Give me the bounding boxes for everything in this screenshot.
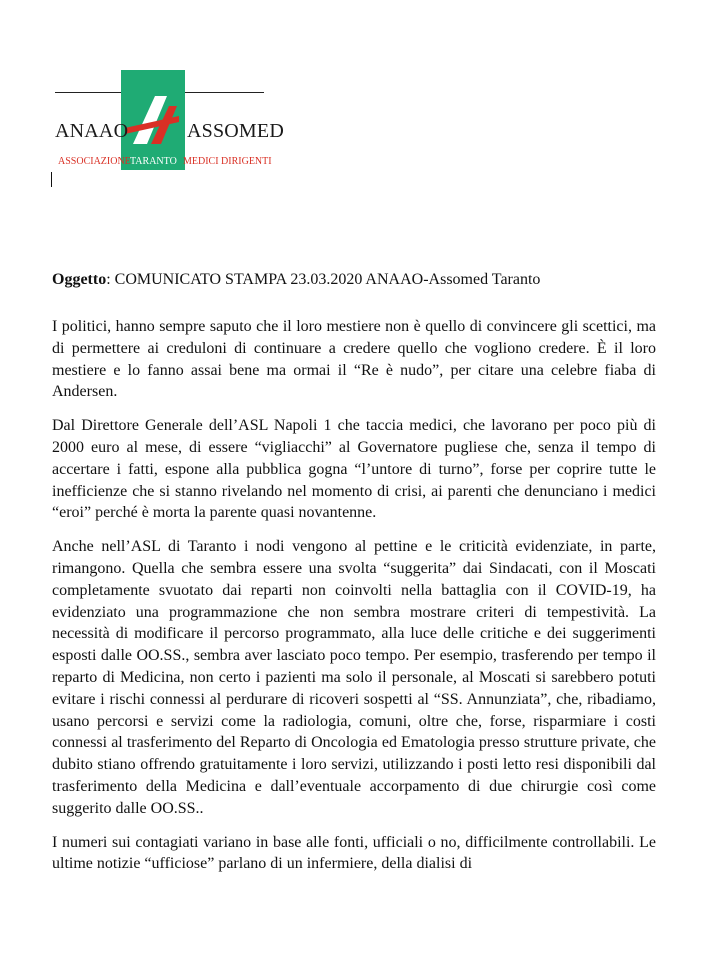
logo-sub-medici-dirigenti: MEDICI DIRIGENTI: [183, 156, 272, 167]
logo-sub-associazione: ASSOCIAZIONE: [58, 156, 131, 167]
logo-word-anaao: ANAAO: [55, 120, 129, 142]
letterhead-logo: [0, 0, 702, 200]
logo-rule-right: [185, 92, 264, 93]
paragraph-4: I numeri sui contagiati variano in base alle fonti, ufficiali o no, difficilmente controllabili. Le ultime notizie “ufficiose” parlano di un infermiere, della dialisi di: [52, 833, 656, 873]
paragraph-1: I politici, hanno sempre saputo che il loro mestiere non è quello di convincere gli scettici, ma di permettere ai creduloni di continuare a credere quello che vogliono credere. È il loro mestiere e lo fanno assai bene ma ormai il “Re è nudo”, per citare una celebre fiaba di Andersen.: [52, 318, 656, 401]
text-cursor: [51, 172, 52, 187]
logo-word-assomed: ASSOMED: [187, 120, 284, 142]
logo-rule-left: [55, 92, 121, 93]
document-body: [52, 316, 656, 887]
subject-text: COMUNICATO STAMPA 23.03.2020 ANAAO-Assomed Taranto: [114, 271, 541, 288]
paragraph-3: Anche nell’ASL di Taranto i nodi vengono al pettine e le criticità evidenziate, in parte, rimangono. Quella che sembra essere una svolta “suggerita” dai Sindacati, con il Moscati completamente svuotato dai reparti non coinvolti nella battaglia con il COVID-19, ha evidenziato una programmazione che non sembra mostrare criteri di tempestività. La necessità di modificare il percorso programmato, alla luce delle critiche e dei suggerimenti esposti dalle OO.SS., sembra aver lasciato poco tempo. Per esempio, trasferendo per tempo il reparto di Medicina, non certo i pazienti ma solo il personale, al Moscati si sarebbero potuti evitare i rischi connessi al perdurare di ricoveri sospetti al “SS. Annunziata”, che, ribadiamo, usano percorsi e servizi come la radiologia, comuni, oltre che, forse, risparmiare i costi connessi al trasferimento del Reparto di Oncologia ed Ematologia presso strutture private, che dubito stiano offrendo gratuitamente i loro servizi, utilizzando i posti letto resi disponibili dal trasferimento della Medicina e dall’eventuale accorpamento di due chirurgie così come suggerito dalle OO.SS..: [52, 538, 656, 817]
logo-a-mark-icon: [121, 92, 185, 148]
paragraph-2: Dal Direttore Generale dell’ASL Napoli 1 che taccia medici, che lavorano per poco più di 2000 euro al mese, di essere “vigliacchi” al Governatore pugliese che, senza il tempo di accertare i fatti, espone alla pubblica gogna “l’untore di turno”, forse per coprire tutte le inefficienze che si stanno rivelando nel momento di crisi, ai parenti che denunciano i medici “eroi” perché è morta la parente quasi novantenne.: [52, 417, 656, 522]
subject-label: Oggetto: [52, 271, 107, 288]
subject-line: [52, 271, 540, 289]
subject-separator: :: [106, 271, 115, 288]
logo-sub-taranto: TARANTO: [130, 156, 177, 167]
